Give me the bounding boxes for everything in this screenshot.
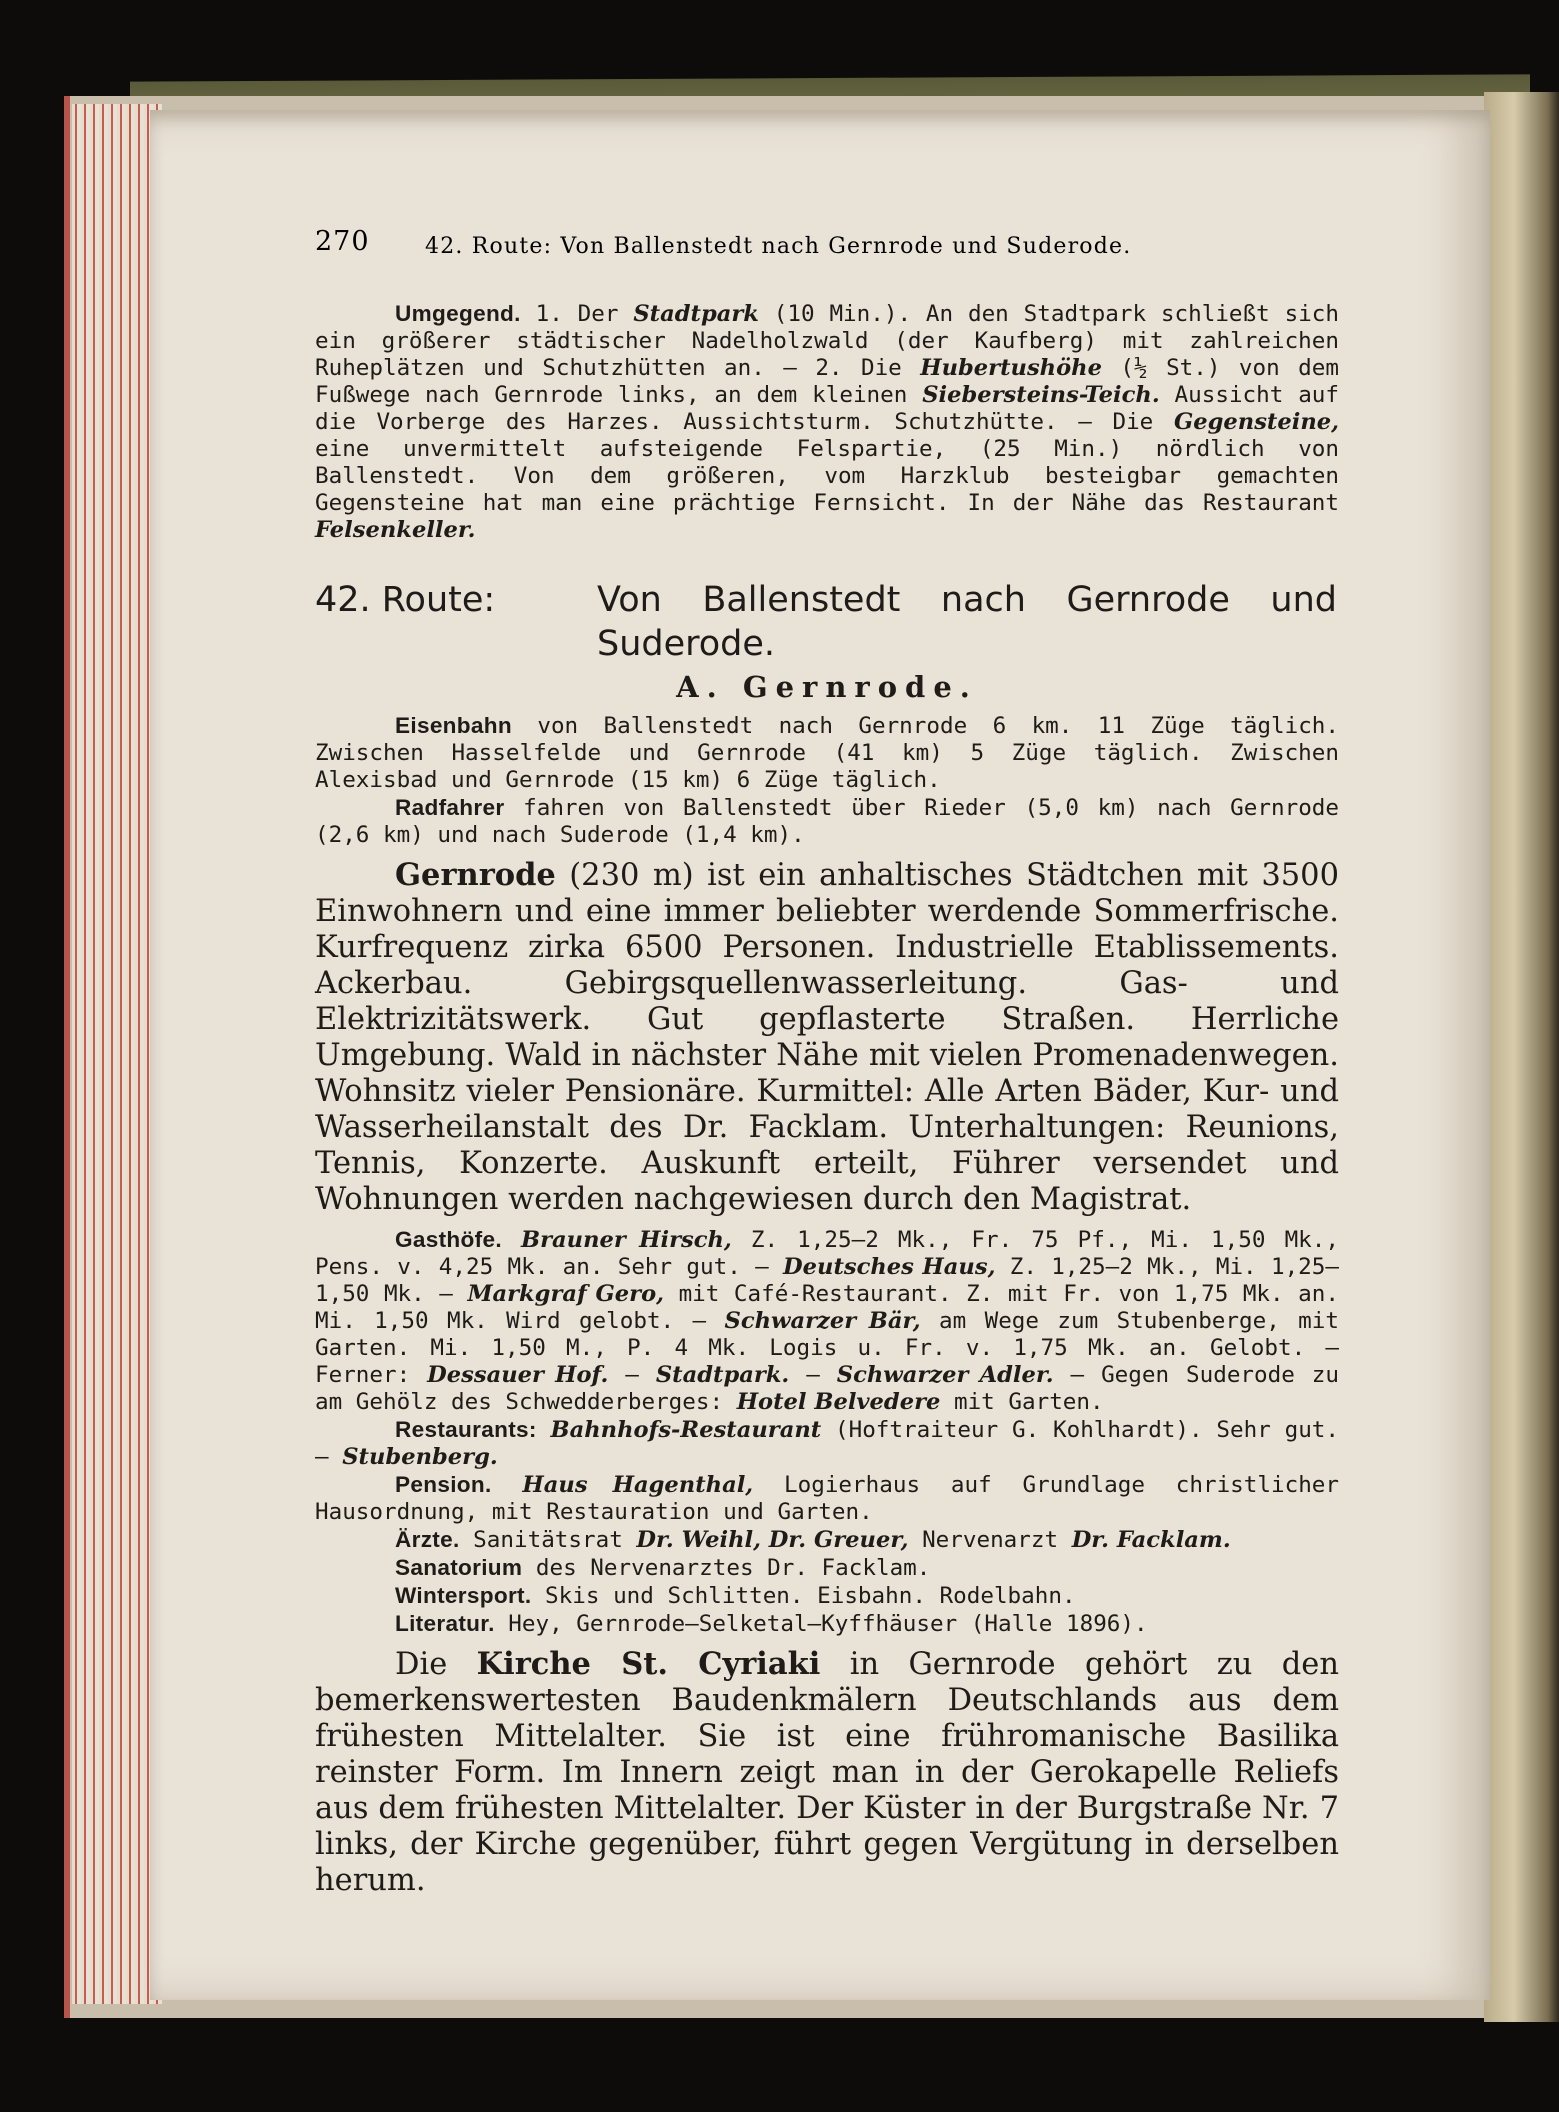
running-title: 42. Route: Von Ballenstedt nach Gernrode und Suderode. — [425, 234, 1132, 259]
eisenbahn-run: von Ballenstedt nach Gernrode 6 km. 11 Züge täglich. Zwischen Hasselfelde und Gernrode (41 km) 5 Züge täglich. Zwischen Alexisbad und Gernrode (15 km) 6 Züge täglich. — [315, 713, 1339, 793]
wintersport-run: Skis und Schlitten. Eisbahn. Rodelbahn. — [531, 1583, 1076, 1609]
gasthoefe-run: — — [789, 1362, 837, 1388]
radfahrer-run: Radfahrer — [395, 795, 505, 820]
pension-run: Haus Hagenthal, — [522, 1472, 754, 1498]
restaurants-run: Stubenberg. — [342, 1444, 498, 1470]
pension-run: Logierhaus auf Grundlage christlicher Hausordnung, mit Restauration und Garten. — [315, 1472, 1340, 1525]
literatur-paragraph — [315, 1610, 1339, 1638]
wintersport-paragraph — [315, 1582, 1339, 1610]
gernrode_desc-run: (230 m) ist ein anhaltisches Städtchen mit 3500 Einwohnern und eine immer beliebter werdende Sommerfrische. Kurfrequenz zirka 6500 Personen. Industrielle Etablissements. Ackerbau. Gebirgsquellenwasserleitung. Gas- und Elektrizitätswerk. Gut gepflasterte Straßen. Herrliche Umgebung. Wald in nächster Nähe mit vielen Promenadenwegen. Wohnsitz vieler Pensionäre. Kurmittel: Alle Arten Bäder, Kur- und Wasserheilanstalt des Dr. Facklam. Unterhaltungen: Reunions, Tennis, Konzerte. Auskunft erteilt, Führer versendet und Wohnungen werden nachgewiesen durch den Magistrat. — [315, 858, 1339, 1217]
gasthoefe-run: mit Garten. — [940, 1389, 1104, 1415]
aerzte-paragraph — [315, 1526, 1339, 1554]
gasthoefe-run: Dessauer Hof. — [427, 1362, 609, 1388]
aerzte-run: Sanitätsrat — [459, 1527, 637, 1553]
pension-run: Pension. — [395, 1472, 492, 1497]
umgegend-run: Gegensteine, — [1173, 409, 1339, 435]
umgegend-run: (½ St.) von dem Fußwege nach Gernrode links, an dem kleinen — [315, 355, 1339, 408]
eisenbahn-run: Eisenbahn — [395, 713, 512, 738]
aerzte-run: Nervenarzt — [908, 1527, 1072, 1553]
route-heading — [315, 578, 1339, 666]
gasthoefe-run: Brauner Hirsch, — [521, 1227, 732, 1253]
section-heading: A. Gernrode. — [676, 670, 978, 704]
gasthoefe-run: — — [608, 1362, 656, 1388]
restaurants-run: Bahnhofs-Restaurant — [550, 1417, 822, 1443]
gasthoefe-run: mit Café-Restaurant. Z. mit Fr. von 1,75 Mk. an. Mi. 1,50 Mk. Wird gelobt. — — [315, 1281, 1339, 1334]
page-number: 270 — [315, 226, 370, 257]
gasthoefe-run: Hotel Belvedere — [736, 1389, 941, 1415]
kirche-paragraph — [315, 1646, 1339, 1899]
sanatorium-run: des Nervenarztes Dr. Facklam. — [522, 1555, 931, 1581]
sanatorium-paragraph — [315, 1554, 1339, 1582]
umgegend-run: Siebersteins-Teich. — [922, 382, 1160, 408]
running-head — [315, 226, 1339, 266]
route-number: 42. Route: — [315, 580, 496, 620]
gasthoefe-run: Gasthöfe. — [395, 1227, 502, 1252]
aerzte-run: Dr. Facklam. — [1071, 1527, 1231, 1553]
gasthoefe-run: — Gegen Suderode zu am Gehölz des Schwedderberges: — [315, 1362, 1339, 1415]
restaurants-paragraph — [315, 1416, 1339, 1471]
gasthoefe-run: Deutsches Haus, — [783, 1254, 996, 1280]
page-edges — [72, 104, 162, 2004]
wintersport-run: Wintersport. — [395, 1583, 532, 1608]
kirche-run: Kirche St. Cyriaki — [476, 1646, 821, 1682]
route-title: Von Ballenstedt nach Gernrode und Suderode. — [597, 580, 1337, 664]
kirche-run: in Gernrode gehört zu den bemerkenswertesten Baudenkmälern Deutschlands aus dem frühesten Mittelalter. Sie ist eine frühromanische Basilika reinster Form. Im Innern zeigt man in der Gerokapelle Reliefs aus dem frühesten Mittelalter. Der Küster in der Burgstraße Nr. 7 links, der Kirche gegenüber, führt gegen Vergütung in derselben herum. — [315, 1647, 1339, 1898]
aerzte-run: Ärzte. — [395, 1527, 460, 1552]
gasthoefe-paragraph — [315, 1226, 1339, 1416]
gasthoefe-run — [502, 1227, 521, 1253]
restaurants-run: (Hoftraiteur G. Kohlhardt). Sehr gut. — — [315, 1417, 1339, 1470]
gasthoefe-run: Z. 1,25—2 Mk., Mi. 1,25—1,50 Mk. — — [315, 1254, 1339, 1307]
eisenbahn-paragraph — [315, 712, 1339, 794]
gernrode_desc-run: Gernrode — [395, 857, 556, 893]
umgegend-run: Umgegend. — [395, 301, 521, 326]
umgegend-paragraph — [315, 300, 1339, 544]
gernrode-paragraph — [315, 857, 1339, 1218]
sanatorium-run: Sanatorium — [395, 1555, 523, 1580]
pension-paragraph — [315, 1471, 1339, 1526]
kirche-run: Die — [395, 1647, 477, 1682]
radfahrer-paragraph — [315, 794, 1339, 849]
umgegend-run: eine unvermittelt aufsteigende Felspartie, (25 Min.) nördlich von Ballenstedt. Von dem größeren, vom Harzklub besteigbar gemachten Gegensteine hat man eine prächtige Fernsicht. In der Nähe das Restaurant — [315, 436, 1339, 516]
restaurants-run — [537, 1417, 551, 1443]
pension-run — [492, 1472, 523, 1498]
gasthoefe-run: Markgraf Gero, — [467, 1281, 665, 1307]
book-spine-gutter — [1484, 92, 1559, 2022]
radfahrer-run: fahren von Ballenstedt über Rieder (5,0 km) nach Gernrode (2,6 km) und nach Suderode (1,4 km). — [315, 795, 1339, 848]
page-text — [315, 300, 1339, 1899]
gasthoefe-run: Schwarzer Adler. — [836, 1362, 1054, 1388]
umgegend-run: Aussicht auf die Vorberge des Harzes. Aussichtsturm. Schutzhütte. — Die — [315, 382, 1340, 435]
literatur-run: Hey, Gernrode—Selketal—Kyffhäuser (Halle 1896). — [494, 1611, 1148, 1637]
literatur-run: Literatur. — [395, 1611, 495, 1636]
umgegend-run: Felsenkeller. — [315, 517, 476, 543]
gasthoefe-run: Stadtpark. — [655, 1362, 790, 1388]
umgegend-run: (10 Min.). An den Stadtpark schließt sich ein größerer städtischer Nadelholzwald (der Kaufberg) mit zahlreichen Ruheplätzen und Schutzhütten an. — 2. Die — [315, 301, 1339, 381]
gasthoefe-run: Z. 1,25—2 Mk., Fr. 75 Pf., Mi. 1,50 Mk., Pens. v. 4,25 Mk. an. Sehr gut. — — [315, 1227, 1339, 1280]
umgegend-run: 1. Der — [520, 301, 634, 327]
restaurants-run: Restaurants: — [395, 1417, 537, 1442]
gasthoefe-run: Schwarzer Bär, — [724, 1308, 921, 1334]
umgegend-run: Stadtpark — [633, 301, 759, 327]
gasthoefe-run: am Wege zum Stubenberge, mit Garten. Mi. 1,50 M., P. 4 Mk. Logis u. Fr. v. 1,75 Mk. an. Gelobt. — Ferner: — [315, 1308, 1339, 1388]
aerzte-run: Dr. Weihl, Dr. Greuer, — [636, 1527, 909, 1553]
umgegend-run: Hubertushöhe — [920, 355, 1102, 381]
